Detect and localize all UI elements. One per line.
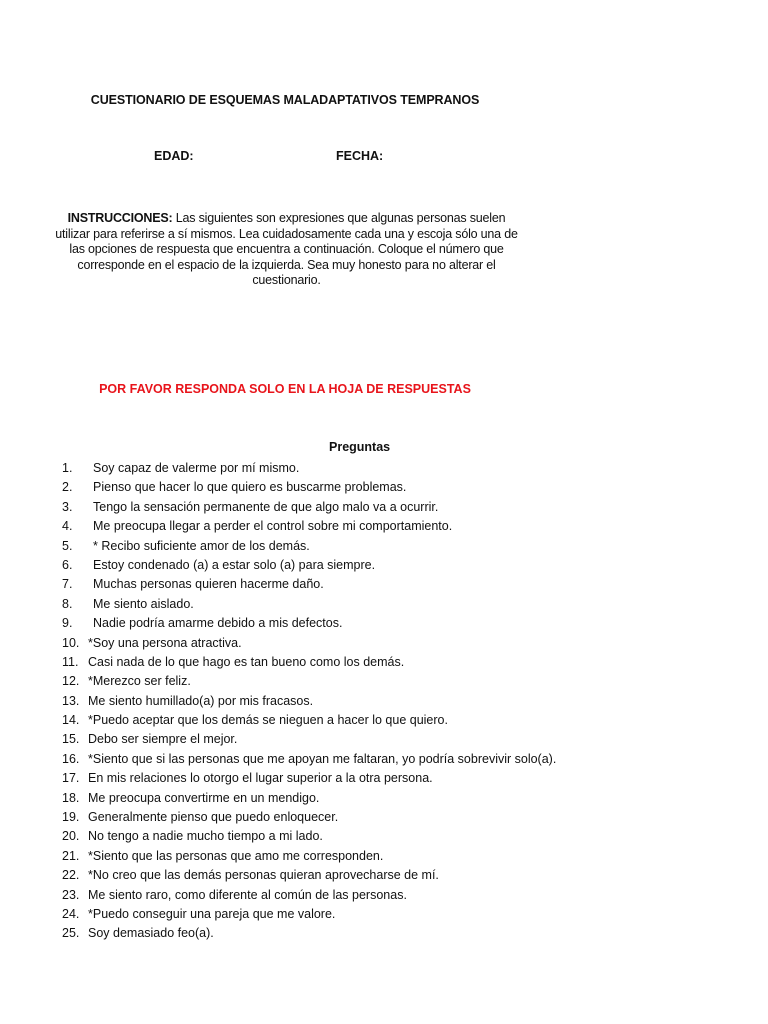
question-number: 24. bbox=[62, 906, 80, 921]
question-item bbox=[62, 905, 742, 924]
question-text: Nadie podría amarme debido a mis defectos. bbox=[93, 616, 343, 631]
question-number: 9. bbox=[62, 616, 73, 631]
question-text: Me preocupa llegar a perder el control sobre mi comportamiento. bbox=[93, 519, 453, 534]
question-item bbox=[62, 634, 742, 653]
question-text: Soy demasiado feo(a). bbox=[88, 926, 214, 941]
question-number: 20. bbox=[62, 829, 80, 844]
fecha-field-label: FECHA: bbox=[336, 149, 384, 163]
question-text: *Puedo conseguir una pareja que me valore. bbox=[88, 906, 336, 921]
document-title: CUESTIONARIO DE ESQUEMAS MALADAPTATIVOS TEMPRANOS bbox=[90, 93, 480, 107]
question-text: Debo ser siempre el mejor. bbox=[88, 732, 238, 747]
question-item bbox=[62, 886, 742, 905]
question-item bbox=[62, 711, 742, 730]
question-text: Me siento aislado. bbox=[93, 596, 194, 611]
question-number: 2. bbox=[62, 480, 73, 495]
question-item bbox=[62, 575, 742, 594]
question-number: 10. bbox=[62, 635, 80, 650]
question-item bbox=[62, 730, 742, 749]
questions-heading: Preguntas bbox=[329, 440, 391, 454]
question-number: 1. bbox=[62, 461, 73, 475]
question-number: 4. bbox=[62, 519, 73, 534]
instructions-body: Las siguientes son expresiones que algunas personas suelen utilizar para referirse a sí mismos. Lea cuidadosamente cada una y escoja sólo una de las opciones de respuesta que encuentra a continuación. Coloque el número que corresponde en el espacio de la izquierda. Sea muy honesto para no alterar el cuestionario. bbox=[55, 211, 518, 288]
question-text: *Merezco ser feliz. bbox=[88, 674, 191, 689]
question-item bbox=[62, 827, 742, 846]
question-number: 14. bbox=[62, 713, 80, 728]
question-text: *No creo que las demás personas quieran aprovecharse de mí. bbox=[88, 868, 439, 883]
question-item bbox=[62, 478, 742, 497]
question-number: 12. bbox=[62, 674, 80, 689]
question-number: 6. bbox=[62, 557, 73, 572]
question-number: 3. bbox=[62, 499, 73, 514]
question-text: *Soy una persona atractiva. bbox=[88, 635, 242, 650]
question-number: 25. bbox=[62, 926, 80, 941]
question-number: 7. bbox=[62, 577, 73, 592]
answer-sheet-notice: POR FAVOR RESPONDA SOLO EN LA HOJA DE RESPUESTAS bbox=[99, 382, 471, 396]
question-number: 17. bbox=[62, 771, 80, 786]
question-item bbox=[62, 672, 742, 691]
question-number: 15. bbox=[62, 732, 80, 747]
question-item bbox=[62, 750, 742, 769]
question-number: 16. bbox=[62, 751, 80, 766]
question-text: *Puedo aceptar que los demás se nieguen a hacer lo que quiero. bbox=[88, 713, 448, 728]
question-number: 18. bbox=[62, 790, 80, 805]
question-item bbox=[62, 459, 742, 478]
question-text: *Siento que las personas que amo me corresponden. bbox=[88, 848, 384, 863]
question-text: En mis relaciones lo otorgo el lugar superior a la otra persona. bbox=[88, 771, 433, 786]
question-item bbox=[62, 556, 742, 575]
question-item bbox=[62, 614, 742, 633]
question-text: Me siento raro, como diferente al común de las personas. bbox=[88, 887, 407, 902]
question-number: 23. bbox=[62, 887, 80, 902]
question-item bbox=[62, 789, 742, 808]
instructions-lead: INSTRUCCIONES: bbox=[67, 211, 173, 225]
question-number: 11. bbox=[62, 654, 79, 669]
question-item bbox=[62, 517, 742, 536]
question-item bbox=[62, 498, 742, 517]
question-number: 19. bbox=[62, 810, 80, 825]
question-text: Generalmente pienso que puedo enloquecer. bbox=[88, 810, 339, 825]
question-number: 13. bbox=[62, 693, 80, 708]
question-number: 8. bbox=[62, 596, 73, 611]
question-text: Muchas personas quieren hacerme daño. bbox=[93, 577, 324, 592]
question-item bbox=[62, 924, 742, 943]
question-item bbox=[62, 653, 742, 672]
question-text: Estoy condenado (a) a estar solo (a) para siempre. bbox=[93, 557, 376, 572]
question-text: *Siento que si las personas que me apoyan me faltaran, yo podría sobrevivir solo(a). bbox=[88, 751, 557, 766]
question-item bbox=[62, 692, 742, 711]
question-text: Me preocupa convertirme en un mendigo. bbox=[88, 790, 320, 805]
question-text: * Recibo suficiente amor de los demás. bbox=[93, 538, 310, 553]
question-text: Me siento humillado(a) por mis fracasos. bbox=[88, 693, 314, 708]
question-text: Pienso que hacer lo que quiero es buscarme problemas. bbox=[93, 480, 407, 495]
question-text: Tengo la sensación permanente de que algo malo va a ocurrir. bbox=[93, 499, 439, 514]
question-text: Soy capaz de valerme por mí mismo. bbox=[93, 461, 300, 475]
question-text: No tengo a nadie mucho tiempo a mi lado. bbox=[88, 829, 323, 844]
question-number: 21. bbox=[62, 848, 80, 863]
question-item bbox=[62, 808, 742, 827]
question-item bbox=[62, 866, 742, 885]
question-item bbox=[62, 537, 742, 556]
edad-field-label: EDAD: bbox=[154, 149, 194, 163]
questions-list bbox=[62, 459, 742, 944]
question-text: Casi nada de lo que hago es tan bueno como los demás. bbox=[88, 654, 405, 669]
instructions-paragraph bbox=[55, 211, 518, 289]
question-number: 22. bbox=[62, 868, 80, 883]
question-item bbox=[62, 769, 742, 788]
question-number: 5. bbox=[62, 538, 73, 553]
question-item bbox=[62, 595, 742, 614]
question-item bbox=[62, 847, 742, 866]
